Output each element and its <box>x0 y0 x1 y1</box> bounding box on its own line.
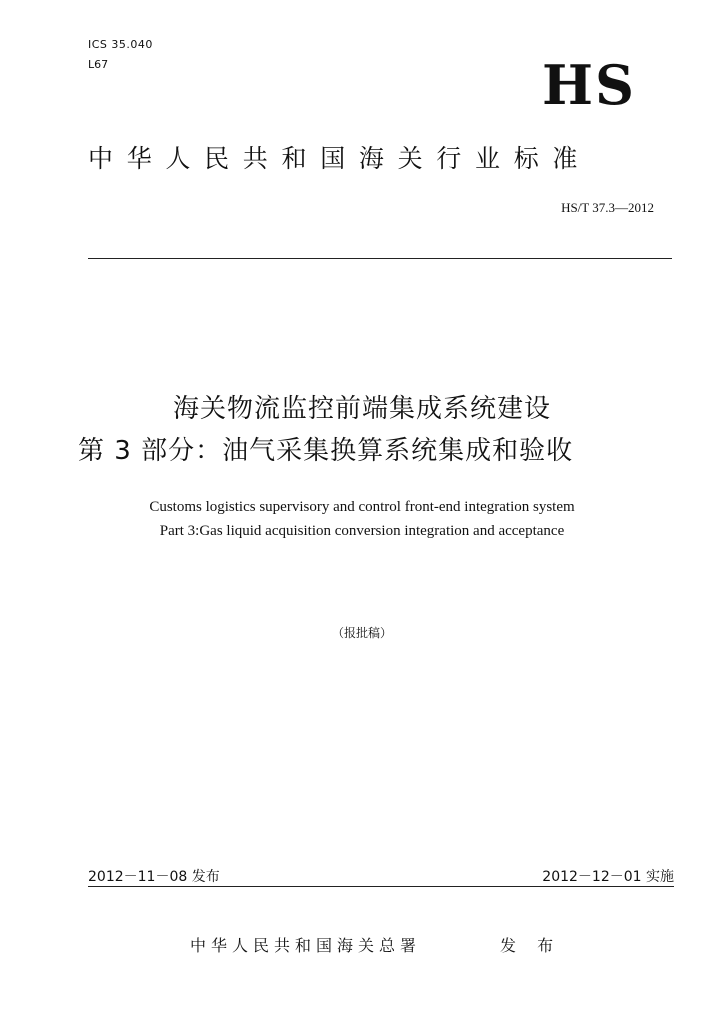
ics-code: ICS 35.040 <box>88 38 153 51</box>
standard-title: 中华人民共和国海关行业标准 <box>88 144 592 173</box>
implementation-date: 2012－12－01 实施 <box>542 869 674 885</box>
document-title-en-line1: Customs logistics supervisory and control front-end integration system <box>149 499 575 515</box>
top-divider <box>88 258 672 259</box>
draft-status: （报批稿） <box>331 626 392 640</box>
bottom-divider <box>88 886 674 887</box>
issue-date: 2012－11－08 发布 <box>88 869 220 885</box>
issuing-authority: 中华人民共和国海关总署 <box>190 936 422 955</box>
classification-code: L67 <box>88 58 109 71</box>
document-title-en-line2: Part 3:Gas liquid acquisition conversion integration and acceptance <box>159 523 565 539</box>
standard-code: HS/T 37.3—2012 <box>561 200 654 215</box>
publish-label: 发 布 <box>500 936 562 955</box>
document-title-cn-line1: 海关物流监控前端集成系统建设 <box>172 394 551 424</box>
hs-logo: HS <box>541 53 636 117</box>
document-title-cn-line2: 第 3 部分：油气采集换算系统集成和验收 <box>78 436 574 466</box>
